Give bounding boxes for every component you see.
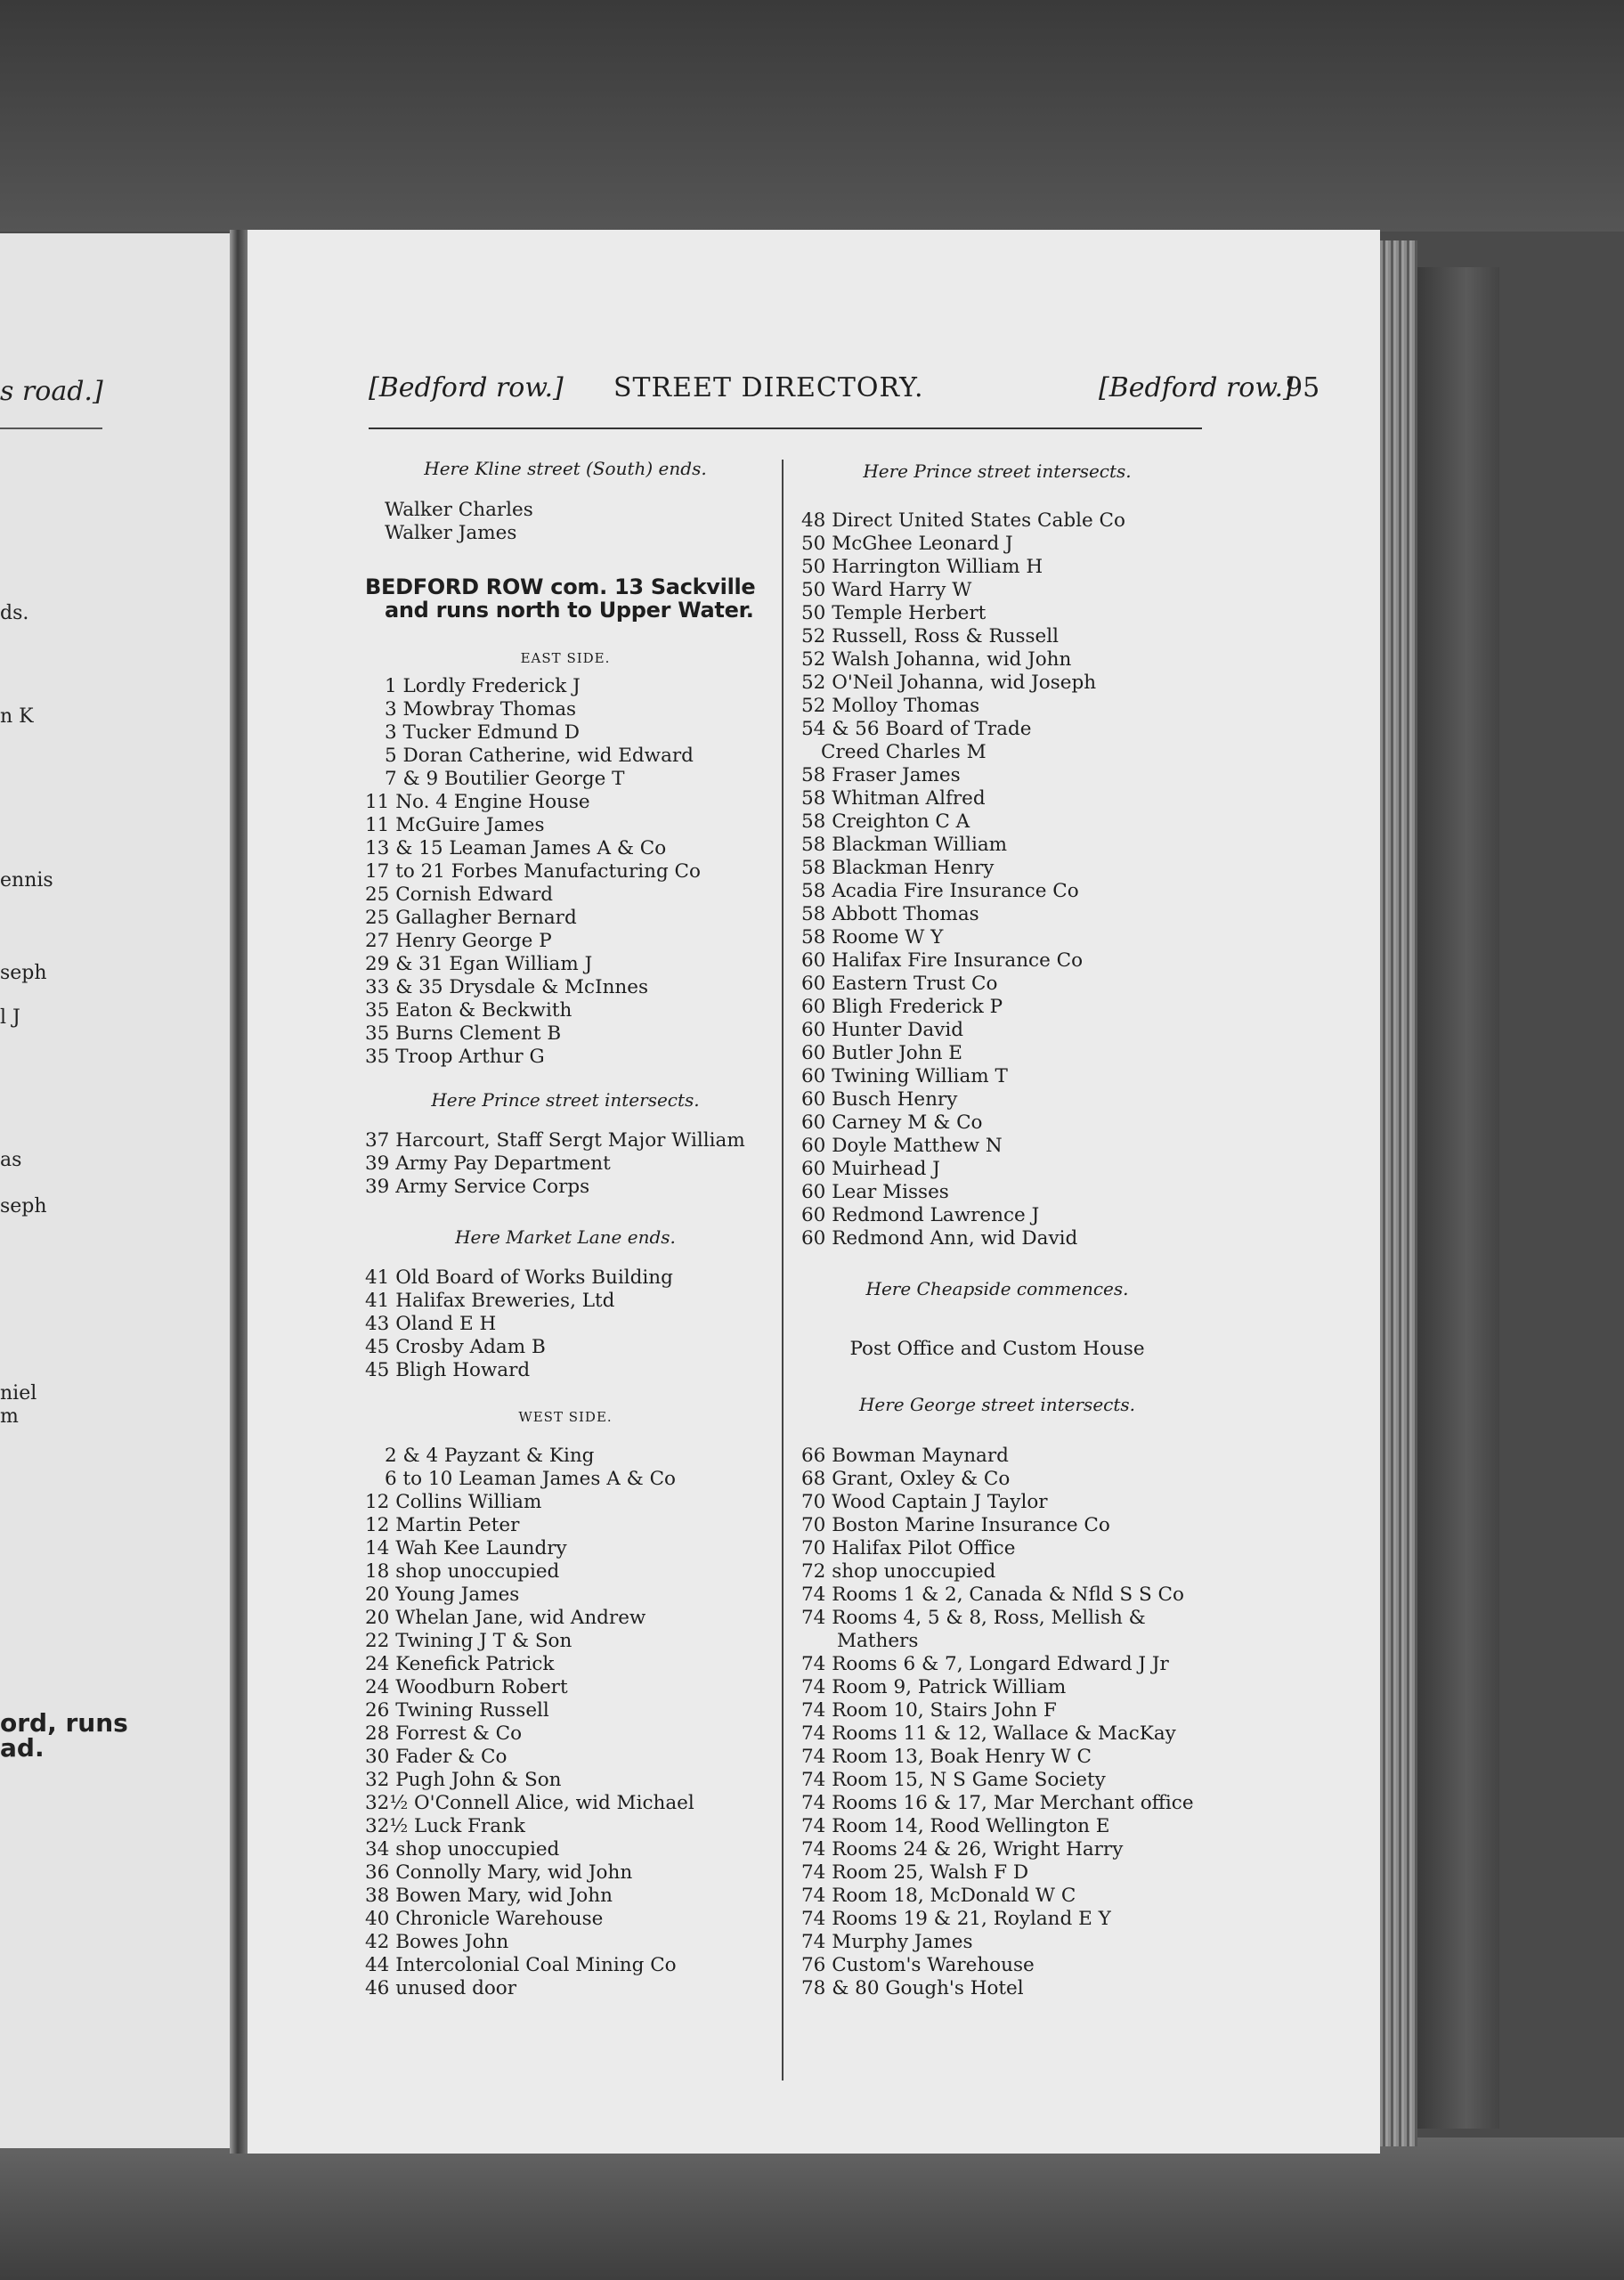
directory-page [248,230,1380,2154]
directory-entry: 24 Kenefick Patrick [365,1653,555,1675]
directory-entry: 14 Wah Kee Laundry [365,1537,567,1559]
directory-entry: 58 Abbott Thomas [801,903,979,925]
directory-entry: 32 Pugh John & Son [365,1769,562,1791]
directory-entry: 41 Halifax Breweries, Ltd [365,1290,615,1312]
directory-entry: 5 Doran Catherine, wid Edward [385,745,694,767]
directory-entry: 28 Forrest & Co [365,1722,523,1745]
section-note: Here Prince street intersects. [863,460,1132,482]
directory-entry: 70 Halifax Pilot Office [801,1537,1016,1559]
directory-entry: 74 Room 18, McDonald W C [801,1885,1076,1907]
directory-entry: 58 Creighton C A [801,810,970,833]
directory-entry: 33 & 35 Drysdale & McInnes [365,976,649,998]
header-right-street: [Bedford row.] [1099,372,1294,403]
directory-entry: 60 Doyle Matthew N [801,1135,1003,1157]
facing-page-fragment: m [0,1405,19,1428]
directory-entry: 74 Room 13, Boak Henry W C [801,1746,1092,1768]
side-heading: EAST SIDE. [520,650,611,666]
directory-entry: 18 shop unoccupied [365,1560,560,1583]
directory-entry: 29 & 31 Egan William J [365,953,593,975]
directory-entry: 74 Murphy James [801,1931,973,1953]
facing-page-fragment: as [0,1149,22,1171]
directory-entry: 58 Acadia Fire Insurance Co [801,880,1079,902]
side-heading: WEST SIDE. [518,1409,613,1425]
directory-entry: 25 Cornish Edward [365,884,554,906]
background-bottom [0,2138,1624,2280]
header-rule [369,428,1202,429]
section-note: Here Prince street intersects. [431,1089,700,1111]
directory-entry: 78 & 80 Gough's Hotel [801,1977,1024,1999]
book-gutter [230,230,248,2154]
directory-entry: 48 Direct United States Cable Co [801,509,1125,532]
directory-entry: 60 Butler John E [801,1042,962,1064]
directory-entry: 66 Bowman Maynard [801,1445,1009,1467]
section-note: Here Market Lane ends. [455,1226,676,1248]
directory-entry: 54 & 56 Board of Trade [801,718,1032,740]
directory-entry: 60 Eastern Trust Co [801,973,998,995]
directory-entry: 39 Army Service Corps [365,1176,590,1198]
facing-page-fragment: seph [0,1195,47,1217]
directory-entry: 60 Bligh Frederick P [801,996,1003,1018]
directory-entry: 60 Halifax Fire Insurance Co [801,949,1084,972]
directory-entry: 35 Troop Arthur G [365,1046,545,1068]
street-heading: BEDFORD ROW com. 13 Sackville [365,574,756,599]
directory-entry: 60 Redmond Lawrence J [801,1204,1040,1226]
directory-entry: 35 Burns Clement B [365,1022,562,1045]
header-left-street: [Bedford row.] [369,372,564,403]
directory-entry: 68 Grant, Oxley & Co [801,1468,1011,1490]
directory-entry: 3 Mowbray Thomas [385,698,577,721]
directory-entry: 20 Whelan Jane, wid Andrew [365,1607,646,1629]
directory-entry: 6 to 10 Leaman James A & Co [385,1468,676,1490]
directory-entry: 60 Twining William T [801,1065,1008,1087]
directory-entry: 20 Young James [365,1584,520,1606]
directory-entry: 70 Boston Marine Insurance Co [801,1514,1110,1536]
directory-entry: 30 Fader & Co [365,1746,508,1768]
header-title: STREET DIRECTORY. [613,372,924,403]
directory-entry: 74 Rooms 11 & 12, Wallace & MacKay [801,1722,1176,1745]
directory-entry: 2 & 4 Payzant & King [385,1445,595,1467]
column-divider [782,460,784,2080]
directory-entry: 50 Temple Herbert [801,602,987,624]
directory-entry: 45 Bligh Howard [365,1359,531,1381]
directory-entry: 74 Rooms 24 & 26, Wright Harry [801,1838,1124,1861]
section-note: Here Kline street (South) ends. [424,458,707,479]
directory-entry: 74 Rooms 19 & 21, Royland E Y [801,1908,1111,1930]
street-heading: and runs north to Upper Water. [385,598,754,623]
directory-entry: 38 Bowen Mary, wid John [365,1885,613,1907]
directory-entry: 50 Ward Harry W [801,579,972,601]
directory-entry: 52 Walsh Johanna, wid John [801,648,1072,671]
directory-entry: Post Office and Custom House [849,1338,1145,1360]
facing-page-fragment: ennis [0,869,53,892]
facing-page-rule [0,428,102,429]
facing-page-fragment: seph [0,962,47,984]
directory-entry: 11 No. 4 Engine House [365,791,590,813]
directory-entry: 37 Harcourt, Staff Sergt Major William [365,1129,745,1152]
directory-entry: 12 Collins William [365,1491,542,1513]
running-header [369,372,1466,417]
directory-entry: 74 Rooms 4, 5 & 8, Ross, Mellish & [801,1607,1146,1629]
directory-entry: 60 Hunter David [801,1019,963,1041]
directory-entry: 45 Crosby Adam B [365,1336,546,1358]
directory-entry: 76 Custom's Warehouse [801,1954,1035,1976]
section-note: Here Cheapside commences. [865,1278,1129,1299]
directory-entry: 32½ Luck Frank [365,1815,525,1837]
directory-entry: 11 McGuire James [365,814,545,836]
page-block-edge [1380,240,1417,2146]
directory-entry: 26 Twining Russell [365,1699,549,1722]
facing-page-fragment: l J [0,1006,20,1029]
directory-entry: Mathers [837,1630,919,1652]
directory-entry: 70 Wood Captain J Taylor [801,1491,1048,1513]
directory-entry: 12 Martin Peter [365,1514,520,1536]
directory-entry: 3 Tucker Edmund D [385,721,580,744]
directory-entry: 74 Room 25, Walsh F D [801,1861,1029,1884]
directory-entry: 41 Old Board of Works Building [365,1266,673,1289]
facing-page-fragment: n K [0,705,34,728]
directory-entry: 74 Room 10, Stairs John F [801,1699,1057,1722]
directory-entry: 60 Carney M & Co [801,1112,983,1134]
directory-entry: 58 Blackman Henry [801,857,995,879]
directory-entry: 36 Connolly Mary, wid John [365,1861,633,1884]
directory-entry: 13 & 15 Leaman James A & Co [365,837,667,859]
directory-entry: 50 Harrington William H [801,556,1043,578]
directory-entry: 22 Twining J T & Son [365,1630,572,1652]
directory-entry: 1 Lordly Frederick J [385,675,581,697]
directory-entry: 43 Oland E H [365,1313,497,1335]
book-cover-edge [1417,267,1499,2129]
directory-entry: 58 Roome W Y [801,926,944,949]
directory-entry: 44 Intercolonial Coal Mining Co [365,1954,677,1976]
directory-entry: 39 Army Pay Department [365,1152,611,1175]
directory-entry: 42 Bowes John [365,1931,509,1953]
directory-entry: 50 McGhee Leonard J [801,533,1013,555]
directory-entry: 60 Redmond Ann, wid David [801,1227,1078,1250]
facing-page-fragment: niel [0,1382,37,1405]
facing-page-left [0,233,230,2148]
directory-entry: 24 Woodburn Robert [365,1676,568,1698]
directory-entry: 72 shop unoccupied [801,1560,996,1583]
page-number: 95 [1286,372,1320,403]
directory-entry: 74 Rooms 1 & 2, Canada & Nfld S S Co [801,1584,1184,1606]
facing-page-fragment: ord, runs [0,1708,128,1738]
directory-entry: Walker Charles [385,499,533,521]
directory-entry: 34 shop unoccupied [365,1838,560,1861]
directory-entry: 74 Room 14, Rood Wellington E [801,1815,1110,1837]
facing-page-running-head: s road.] [0,376,103,407]
directory-entry: 74 Room 9, Patrick William [801,1676,1067,1698]
directory-entry: Walker James [385,522,517,544]
directory-entry: 74 Rooms 16 & 17, Mar Merchant office [801,1792,1194,1814]
directory-entry: 52 Molloy Thomas [801,695,980,717]
background-top [0,0,1624,232]
directory-entry: 25 Gallagher Bernard [365,907,577,929]
section-note: Here George street intersects. [858,1394,1136,1415]
directory-entry: 17 to 21 Forbes Manufacturing Co [365,860,701,883]
directory-entry: 35 Eaton & Beckwith [365,999,572,1022]
directory-entry: 74 Rooms 6 & 7, Longard Edward J Jr [801,1653,1169,1675]
directory-entry: 52 Russell, Ross & Russell [801,625,1060,647]
directory-entry: 60 Muirhead J [801,1158,940,1180]
directory-entry: 52 O'Neil Johanna, wid Joseph [801,672,1097,694]
directory-entry: 7 & 9 Boutilier George T [385,768,625,790]
directory-entry: 58 Fraser James [801,764,961,786]
directory-entry: 60 Lear Misses [801,1181,949,1203]
directory-entry: 27 Henry George P [365,930,552,952]
directory-entry: 74 Room 15, N S Game Society [801,1769,1106,1791]
facing-page-fragment: ds. [0,602,29,624]
directory-entry: 58 Whitman Alfred [801,787,986,810]
directory-entry: 60 Busch Henry [801,1088,958,1111]
directory-entry: 32½ O'Connell Alice, wid Michael [365,1792,694,1814]
directory-entry: 40 Chronicle Warehouse [365,1908,604,1930]
directory-entry: Creed Charles M [821,741,987,763]
directory-entry: 58 Blackman William [801,834,1008,856]
facing-page-fragment: ad. [0,1733,45,1763]
directory-entry: 46 unused door [365,1977,517,1999]
